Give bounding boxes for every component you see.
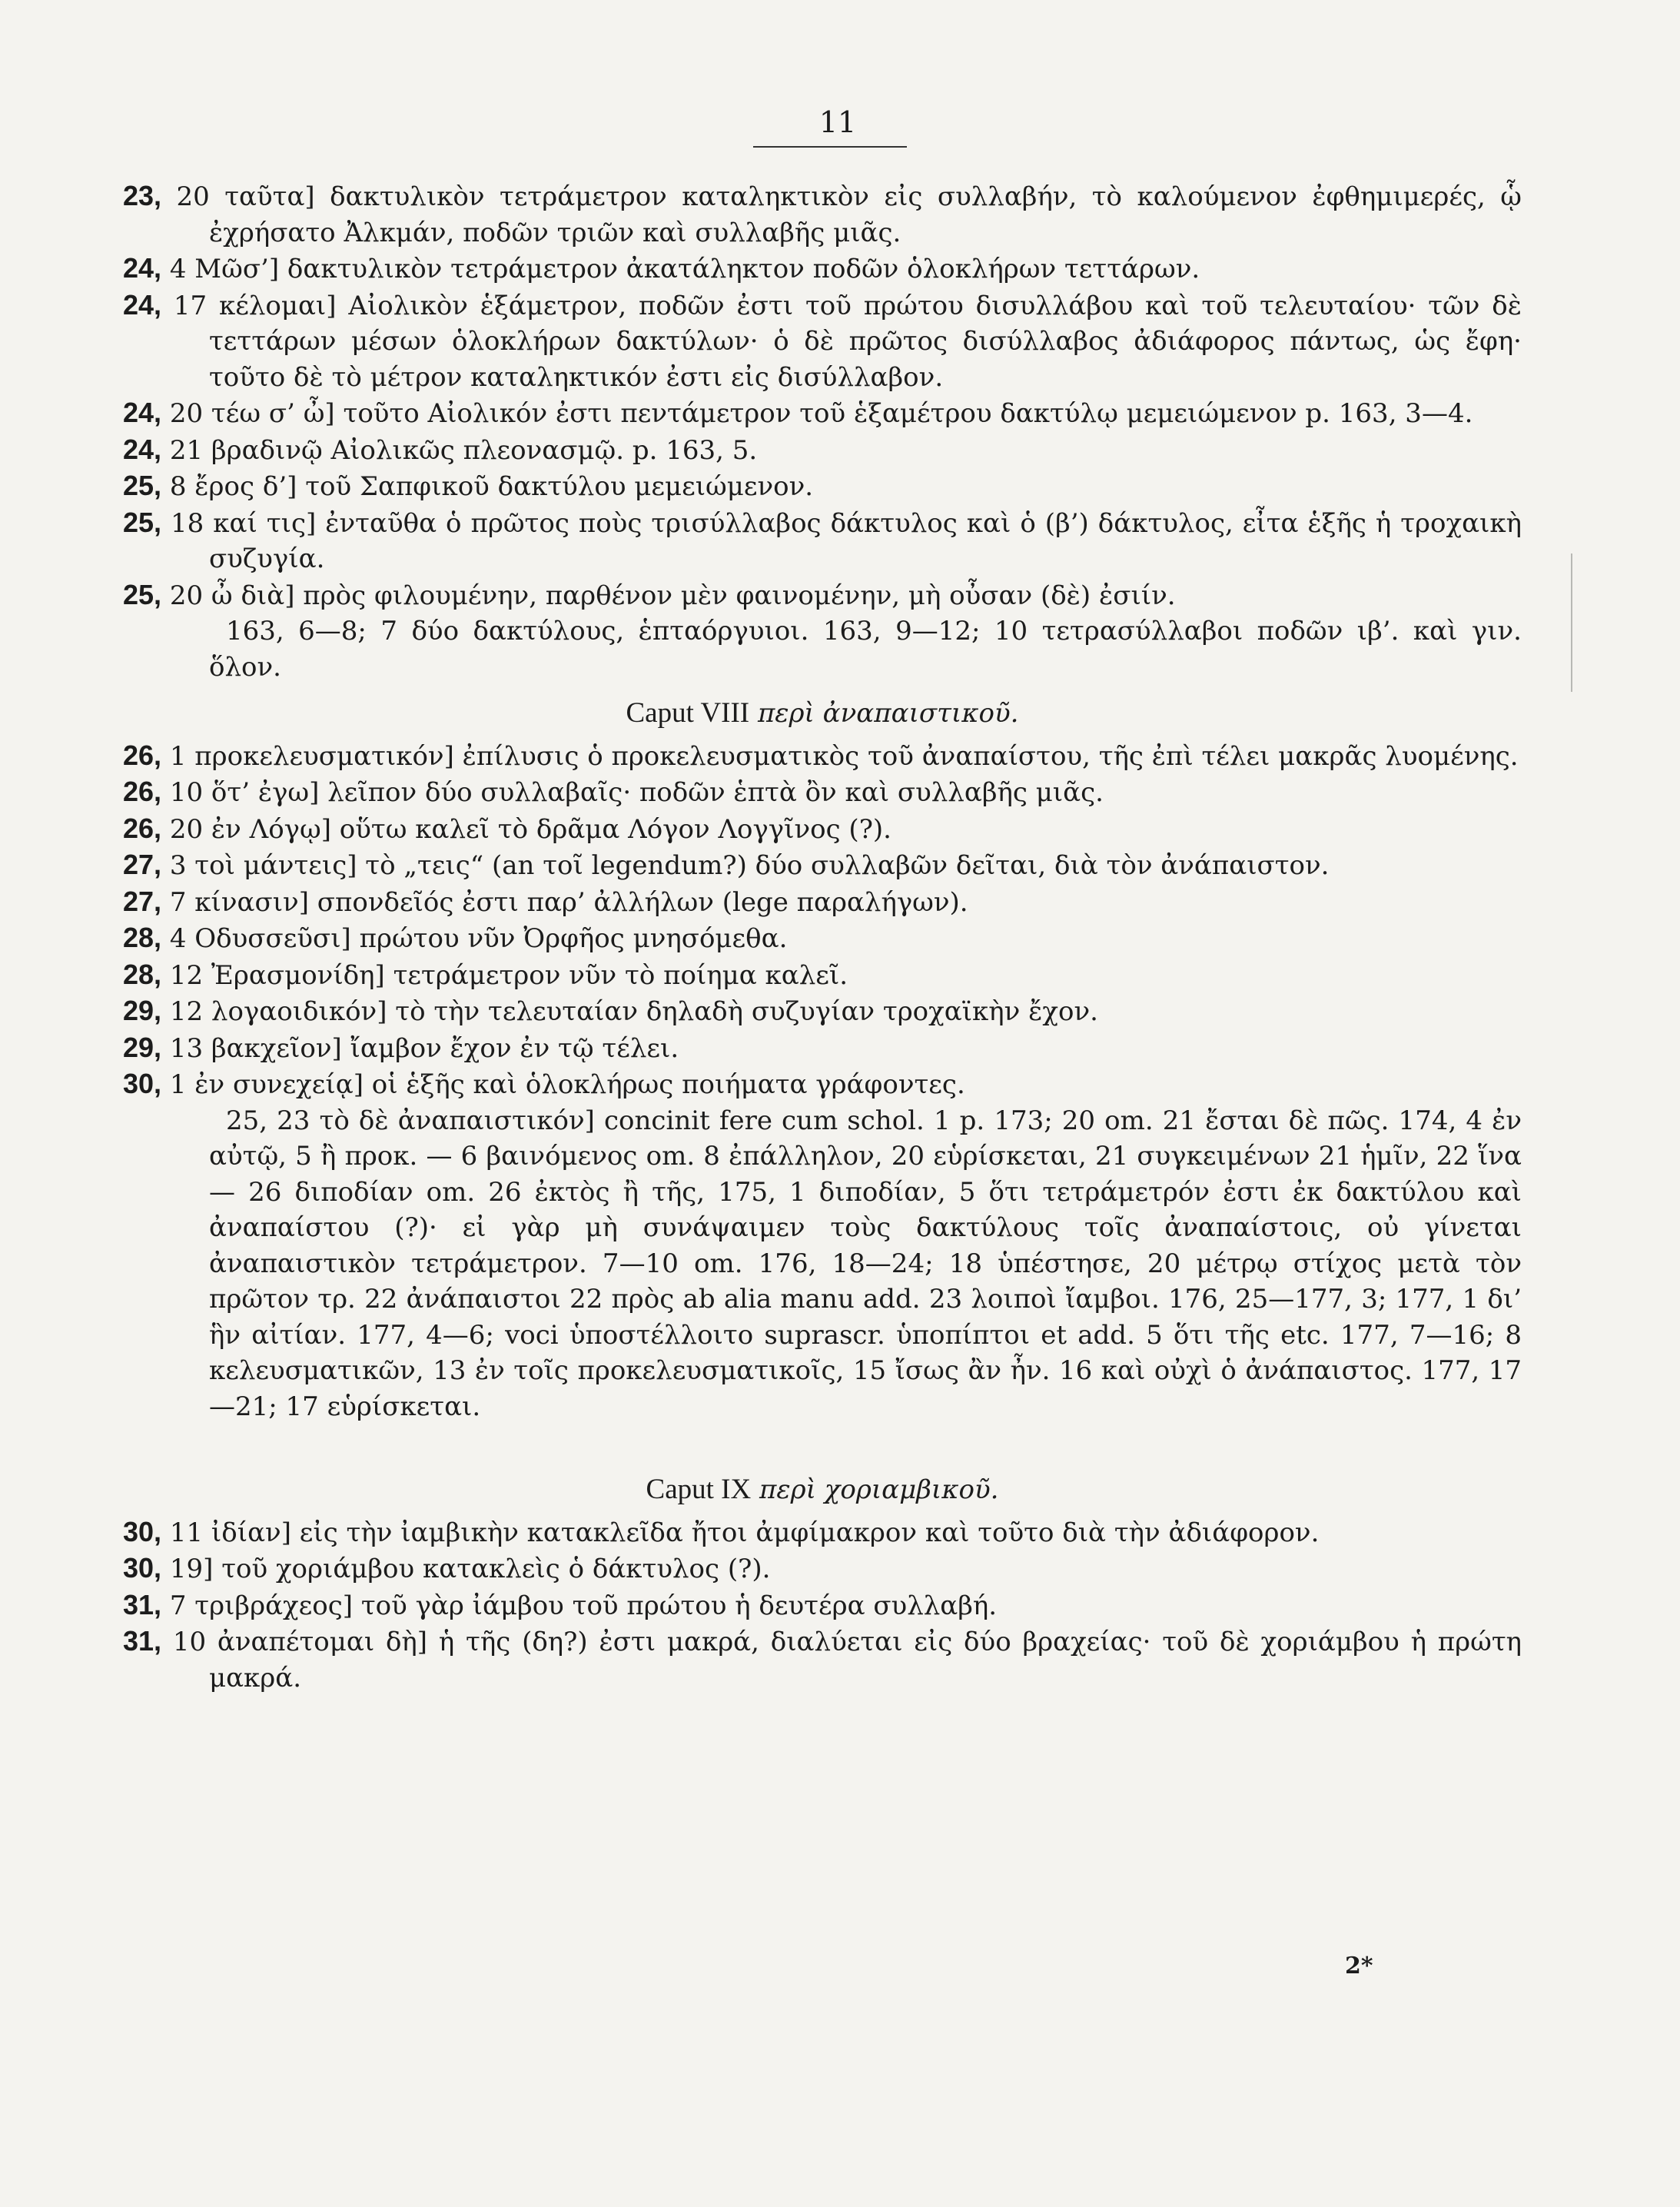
section-gap <box>123 1424 1522 1461</box>
commentary-entry <box>123 1587 1522 1624</box>
entry-text: 1 ἐν συνεχείᾳ] οἱ ἑξῆς καὶ ὁλοκλήρως ποιήματα γράφοντες. <box>169 1069 965 1100</box>
entry-reference: 23, <box>123 180 162 211</box>
commentary-entry <box>123 993 1522 1030</box>
entry-reference: 29, <box>123 995 162 1026</box>
entry-reference: 31, <box>123 1588 162 1620</box>
entry-reference: 25, <box>123 506 162 538</box>
commentary-entry <box>123 774 1522 811</box>
entry-text: 12 Ἐρασμονίδη] τετράμετρον νῦν τὸ ποίημα καλεῖ. <box>169 959 848 991</box>
entry-text: 17 κέλομαι] Αἰολικὸν ἑξάμετρον, ποδῶν ἐστι τοῦ πρώτου δισυλλάβου καὶ τοῦ τελευταίου· τῶν δὲ τεττάρων μέσων ὁλοκλήρων δακτύλων· ὁ δὲ πρῶτος δισύλλαβος ἀδιάφορος πάντως, ὡς ἔφη· τοῦτο δὲ τὸ μέτρον καταληκτικόν ἐστι εἰς δισύλλαβον. <box>173 290 1522 393</box>
entry-text: 4 Μῶσ’] δακτυλικὸν τετράμετρον ἀκατάληκτον ποδῶν ὁλοκλήρων τεττάρων. <box>169 254 1200 284</box>
entry-text: 20 τέω σ’ ὦ] τοῦτο Αἰολικόν ἐστι πεντάμετρον τοῦ ἑξαμέτρου δακτύλῳ μεμειώμενον p. 163, 3—4. <box>169 398 1473 429</box>
entry-text: 3 τοὶ μάντεις] τὸ „τεις“ (an τοῖ legendum?) δύο συλλαβῶν δεῖται, διὰ τὸν ἀνάπαιστον. <box>169 850 1330 881</box>
commentary-entry <box>123 738 1522 775</box>
caput-title: περὶ ἀναπαιστικοῦ. <box>757 698 1019 729</box>
header-rule <box>753 146 907 148</box>
commentary-entry <box>123 468 1522 505</box>
caput-label: Caput IX <box>646 1474 752 1505</box>
commentary-entry <box>123 884 1522 921</box>
commentary-entry <box>123 288 1522 396</box>
entry-reference: 24, <box>123 397 162 428</box>
commentary-entry <box>123 1624 1522 1696</box>
caput-ix-heading <box>123 1472 1522 1508</box>
commentary-section-b <box>123 738 1522 1103</box>
apparatus-note-a: 163, 6—8; 7 δύο δακτύλους, ἑπταόργυιοι. 163, 9—12; 10 τετρασύλλαβοι ποδῶν ιβ’. καὶ γιν. ὅλον. <box>209 616 1522 683</box>
commentary-entry <box>123 577 1522 614</box>
caput-title: περὶ χοριαμβικοῦ. <box>759 1474 999 1505</box>
entry-text: 10 ὅτ’ ἐγω] λεῖπον δύο συλλαβαῖς· ποδῶν ἑπτὰ ὂν καὶ συλλαβῆς μιᾶς. <box>169 777 1104 808</box>
entry-reference: 26, <box>123 739 162 771</box>
entry-reference: 28, <box>123 922 162 953</box>
commentary-entry <box>123 251 1522 288</box>
entry-reference: 27, <box>123 849 162 880</box>
commentary-entry <box>123 395 1522 432</box>
page-number: 11 <box>818 105 857 139</box>
entry-text: 12 λογαοιδικόν] τὸ τὴν τελευταίαν δηλαδὴ συζυγίαν τροχαϊκὴν ἔχον. <box>169 996 1098 1027</box>
commentary-entry <box>123 432 1522 469</box>
caput-viii-heading <box>123 696 1522 732</box>
entry-reference: 30, <box>123 1552 162 1584</box>
commentary-entry <box>123 1030 1522 1067</box>
commentary-entry <box>123 178 1522 251</box>
entry-text: 4 Οδυσσεῦσι] πρώτου νῦν Ὀρφῆος μνησόμεθα. <box>169 923 788 954</box>
entry-text: 13 βακχεῖον] ἴαμβον ἔχον ἐν τῷ τέλει. <box>169 1032 679 1064</box>
entry-text: 21 βραδινῷ Αἰολικῶς πλεονασμῷ. p. 163, 5. <box>169 434 758 466</box>
entry-text: 20 ἐν Λόγῳ] οὕτω καλεῖ τὸ δρᾶμα Λόγον Λογγῖνος (?). <box>169 813 891 845</box>
entry-reference: 24, <box>123 252 162 284</box>
entry-reference: 27, <box>123 885 162 917</box>
entry-text: 19] τοῦ χοριάμβου κατακλεὶς ὁ δάκτυλος (?). <box>169 1554 771 1584</box>
commentary-entry <box>123 957 1522 994</box>
page-body <box>123 178 1522 1696</box>
apparatus-note-b: 25, 23 τὸ δὲ ἀναπαιστικόν] concinit fere cum schol. 1 p. 173; 20 om. 21 ἔσται δὲ πῶς. 174, 4 ἐν αὐτῷ, 5 ἢ προκ. — 6 βαινόμενος om. 8 ἐπάλληλον, 20 εὑρίσκεται, 21 συγκειμένων 21 ἡμῖν, 22 ἵνα — 26 διποδίαν om. 26 ἐκτὸς ἢ τῆς, 175, 1 διποδίαν, 5 ὅτι τετράμετρόν ἐστι ἐκ δακτύλου καὶ ἀναπαίστου (?)· εἰ γὰρ μὴ συνάψαιμεν τοὺς δακτύλους τοῖς ἀναπαίστοις, οὐ γίνεται ἀναπαιστικὸν τετράμετρον. 7—10 om. 176, 18—24; 18 ὑπέστησε, 20 μέτρῳ στίχος μετὰ τὸν πρῶτον τρ. 22 ἀνάπαιστοι 22 πρὸς ab alia manu add. 23 λοιποὶ ἴαμβοι. 176, 25—177, 3; 177, 1 δι’ ἣν αἰτίαν. 177, 4—6; voci ὑποστέλλοιτο suprascr. ὑποπίπτοι et add. 5 ὅτι τῆς etc. 177, 7—16; 8 κελευσματικῶν, 13 ἐν τοῖς προκελευσματικοῖς, 15 ἴσως ἂν ἦν. 16 καὶ οὐχὶ ὁ ἀνάπαιστος. 177, 17—21; 17 εὑρίσκεται. <box>209 1105 1522 1422</box>
entry-reference: 26, <box>123 812 162 844</box>
entry-text: 8 ἔρος δ’] τοῦ Σαπφικοῦ δακτύλου μεμειώμενον. <box>169 471 814 502</box>
entry-reference: 25, <box>123 470 162 501</box>
commentary-section-a <box>123 178 1522 613</box>
signature-mark: 2* <box>1345 1953 1373 1979</box>
commentary-entry <box>123 1514 1522 1551</box>
caput-label: Caput VIII <box>626 697 750 729</box>
entry-text: 10 ἀναπέτομαι δὴ] ἡ τῆς (δη?) ἐστι μακρά, διαλύεται εἰς δύο βραχείας· τοῦ δὲ χοριάμβου ἡ πρώτη μακρά. <box>172 1627 1522 1693</box>
commentary-entry <box>123 1066 1522 1103</box>
margin-mark <box>1571 553 1572 692</box>
entry-reference: 30, <box>123 1068 162 1099</box>
entry-text: 18 καί τις] ἐνταῦθα ὁ πρῶτος ποὺς τρισύλλαβος δάκτυλος καὶ ὁ (β’) δάκτυλος, εἶτα ἑξῆς ἡ τροχαικὴ συζυγία. <box>171 507 1522 574</box>
entry-text: 7 τριβράχεος] τοῦ γὰρ ἰάμβου τοῦ πρώτου ἡ δευτέρα συλλαβή. <box>169 1590 998 1621</box>
commentary-entry <box>123 920 1522 957</box>
commentary-entry <box>123 505 1522 577</box>
entry-text: 11 ἰδίαν] εἰς τὴν ἰαμβικὴν κατακλεῖδα ἤτοι ἀμφίμακρον καὶ τοῦτο διὰ τὴν ἀδιάφορον. <box>169 1517 1320 1548</box>
entry-text: 7 κίνασιν] σπονδεῖός ἐστι παρ’ ἀλλήλων (lege παραλήγων). <box>169 886 968 918</box>
entry-reference: 25, <box>123 578 162 610</box>
entry-reference: 24, <box>123 288 162 321</box>
commentary-section-c <box>123 1514 1522 1697</box>
entry-reference: 31, <box>123 1625 162 1657</box>
entry-reference: 28, <box>123 958 162 990</box>
entry-reference: 26, <box>123 776 162 807</box>
entry-text: 20 ὦ διὰ] πρὸς φιλουμένην, παρθένον μὲν φαινομένην, μὴ οὖσαν (δὲ) ἐσιίν. <box>169 580 1176 611</box>
commentary-entry <box>123 847 1522 884</box>
entry-text: 1 προκελευσματικόν] ἐπίλυσις ὁ προκελευσματικὸς τοῦ ἀναπαίστου, τῆς ἐπὶ τέλει μακρᾶς λυομένης. <box>169 740 1519 772</box>
entry-reference: 30, <box>123 1515 162 1547</box>
commentary-entry <box>123 811 1522 848</box>
entry-reference: 29, <box>123 1031 162 1063</box>
entry-text: 20 ταῦτα] δακτυλικὸν τετράμετρον καταληκτικὸν εἰς συλλαβήν, τὸ καλούμενον ἐφθημιμερές, ᾧ ἐχρήσατο Ἀλκμάν, ποδῶν τριῶν καὶ συλλαβῆς μιᾶς. <box>176 181 1522 248</box>
commentary-entry <box>123 1551 1522 1587</box>
entry-reference: 24, <box>123 433 162 465</box>
